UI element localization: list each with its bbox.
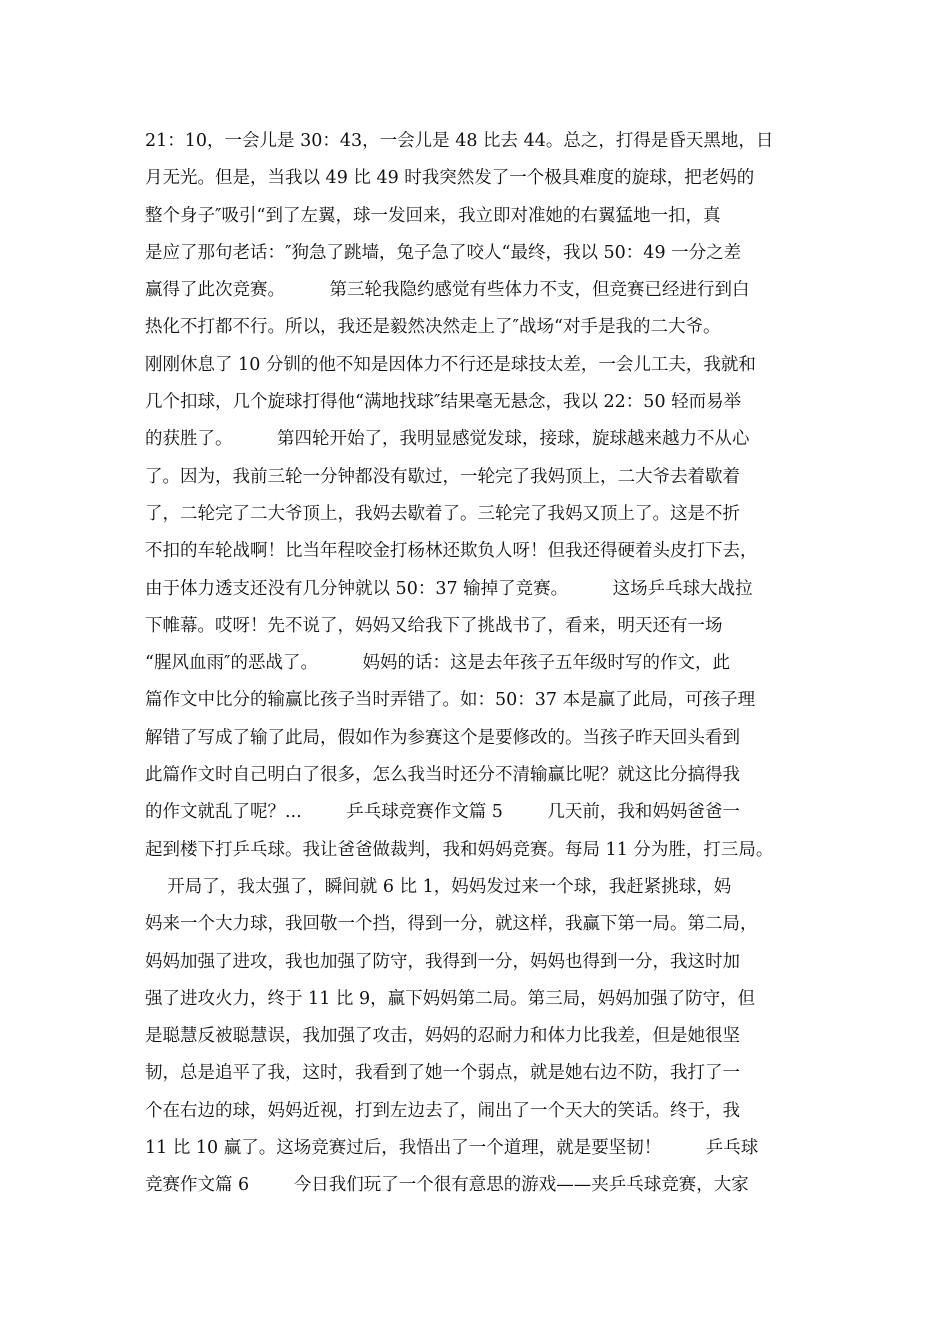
text-line: 整个身子″吸引“到了左翼，球一发回来，我立即对准她的右翼猛地一扣，真 xyxy=(145,205,721,226)
text-line: 赢得了此次竞赛。 第三轮我隐约感觉有些体力不支，但竞赛已经进行到白 xyxy=(145,280,750,301)
text-line: 刚刚休息了 10 分钏的他不知是因体力不行还是球技太差，一会儿工夫，我就和 xyxy=(145,354,756,375)
text-line: 热化不打都不行。所以，我还是毅然决然走上了″战场“对手是我的二大爷。 xyxy=(145,317,721,338)
text-line: 此篇作文时自己明白了很多，怎么我当时还分不清输赢比呢？就这比分搞得我 xyxy=(145,765,740,786)
text-line: 起到楼下打乒乓球。我让爸爸做裁判，我和妈妈竞赛。每局 11 分为胜，打三局。 xyxy=(145,839,774,860)
essay-text xyxy=(145,123,825,1205)
text-line: 月无光。但是，当我以 49 比 49 时我突然发了一个极具难度的旋球，把老妈的 xyxy=(145,168,755,189)
text-line: 的作文就乱了呢？... 乒乓球竞赛作文篇 5 几天前，我和妈妈爸爸一 xyxy=(145,802,740,823)
text-line: 个在右边的球，妈妈近视，打到左边去了，闹出了一个天大的笑话。终于，我 xyxy=(145,1100,740,1121)
text-line: 下帷幕。哎呀！先不说了，妈妈又给我下了挑战书了，看来，明天还有一场 xyxy=(145,615,723,636)
text-line: 韧，总是追平了我，这时，我看到了她一个弱点，就是她右边不防，我打了一 xyxy=(145,1063,740,1084)
text-line: 不扣的车轮战啊！比当年程咬金打杨林还欺负人呀！但我还得硬着头皮打下去， xyxy=(145,541,758,562)
text-line: 由于体力透支还没有几分钟就以 50：37 输掉了竞赛。 这场乒乓球大战拉 xyxy=(145,578,753,599)
text-line: 几个扣球，几个旋球打得他“满地找球″结果毫无悬念，我以 22：50 轻而易举 xyxy=(145,392,742,413)
text-line: 解错了写成了输了此局，假如作为参赛这个是要修改的。当孩子昨天回头看到 xyxy=(145,727,740,748)
text-line: 了。因为，我前三轮一分钟都没有歇过，一轮完了我妈顶上，二大爷去着歇着 xyxy=(145,466,740,487)
text-line: 妈妈加强了进攻，我也加强了防守，我得到一分，妈妈也得到一分，我这时加 xyxy=(145,951,740,972)
text-line: 11 比 10 赢了。这场竞赛过后，我悟出了一个道理，就是要坚韧！ 乒乓球 xyxy=(145,1138,759,1159)
text-line: 竞赛作文篇 6 今日我们玩了一个很有意思的游戏——夹乒乓球竞赛，大家 xyxy=(145,1175,749,1196)
text-line: 强了进攻火力，终于 11 比 9，赢下妈妈第二局。第三局，妈妈加强了防守，但 xyxy=(145,988,756,1009)
text-line: 的获胜了。 第四轮开始了，我明显感觉发球，接球，旋球越来越力不从心 xyxy=(145,429,750,450)
text-line: 了，二轮完了二大爷顶上，我妈去歇着了。三轮完了我妈又顶上了。这是不折 xyxy=(145,503,740,524)
text-line: 是聪慧反被聪慧误，我加强了攻击，妈妈的忍耐力和体力比我差，但是她很坚 xyxy=(145,1026,740,1047)
text-line: 是应了那句老话：″狗急了跳墙，兔子急了咬人“最终，我以 50：49 一分之差 xyxy=(145,242,742,263)
text-line: 开局了，我太强了，瞬间就 6 比 1，妈妈发过来一个球，我赶紧挑球，妈 xyxy=(145,876,732,897)
text-line: 篇作文中比分的输赢比孩子当时弄错了。如：50：37 本是赢了此局，可孩子理 xyxy=(145,690,756,711)
text-line: 21：10，一会儿是 30：43，一会儿是 48 比去 44。总之，打得是昏天黑地，日 xyxy=(145,131,774,151)
text-line: “腥风血雨″的恶战了。 妈妈的话：这是去年孩子五年级时写的作文，此 xyxy=(145,653,730,674)
text-line: 妈来一个大力球，我回敬一个挡，得到一分，就这样，我赢下第一局。第二局， xyxy=(145,914,758,935)
